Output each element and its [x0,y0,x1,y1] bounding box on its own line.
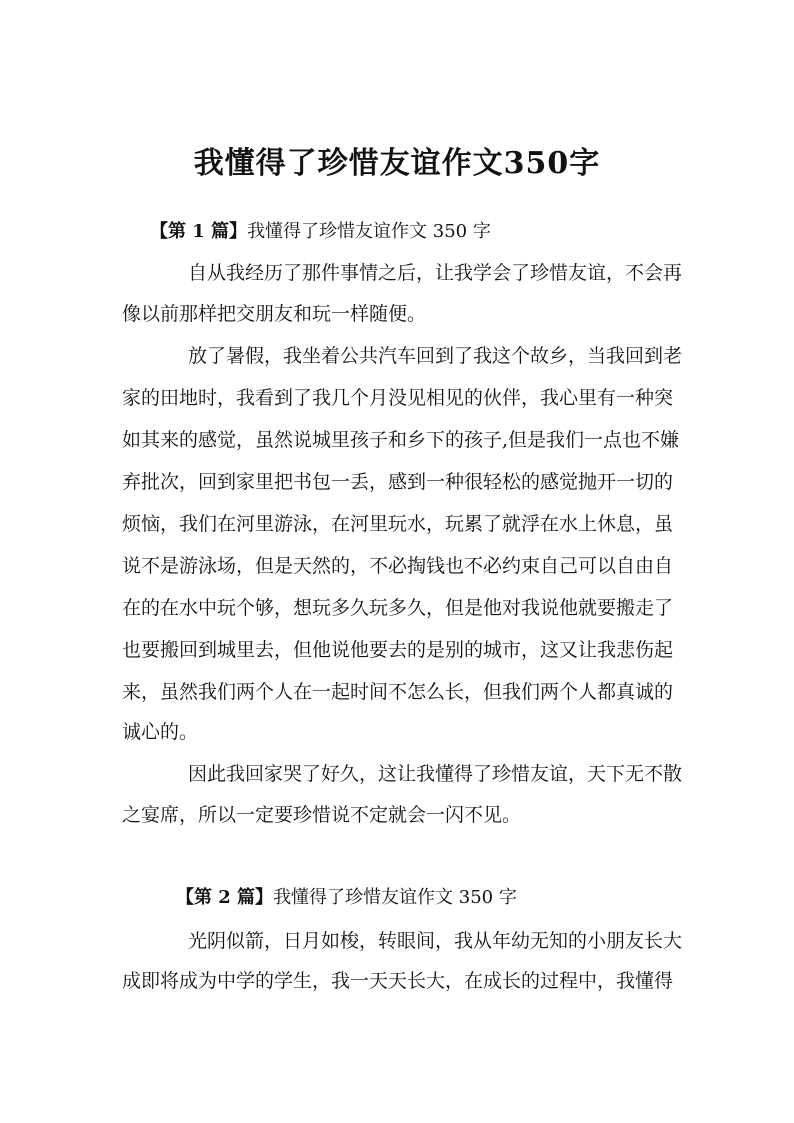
paragraph-line: 在的在水中玩个够，想玩多久玩多久，但是他对我说他就要搬走了 [122,597,674,619]
paragraph-line: 说不是游泳场，但是天然的，不必掏钱也不必约束自己可以自由自 [122,555,674,577]
paragraph-line: 放了暑假，我坐着公共汽车回到了我这个故乡，当我回到老 [188,345,683,367]
paragraph-line: 自从我经历了那件事情之后，让我学会了珍惜友谊，不会再 [188,262,683,284]
paragraph-line: 来，虽然我们两个人在一起时间不怎么长，但我们两个人都真诚的 [122,681,674,703]
paragraph-line: 成即将成为中学的学生，我一天天长大，在成长的过程中，我懂得 [122,970,674,992]
paragraph-line: 弃批次，回到家里把书包一丢，感到一种很轻松的感觉抛开一切的 [122,471,674,493]
section-2-heading [176,885,517,911]
paragraph-line: 如其来的感觉，虽然说城里孩子和乡下的孩子,但是我们一点也不嫌 [122,429,680,451]
section-2-title: 我懂得了珍惜友谊作文 350 字 [273,887,517,908]
section-1-heading [150,219,491,245]
paragraph-line: 烦恼，我们在河里游泳，在河里玩水，玩累了就浮在水上休息，虽 [122,513,674,535]
section-2-tag: 【第 2 篇】 [176,887,274,908]
paragraph-line: 像以前那样把交朋友和玩一样随便。 [122,303,427,325]
paragraph-line: 因此我回家哭了好久，这让我懂得了珍惜友谊，天下无不散 [188,763,683,785]
section-1-title: 我懂得了珍惜友谊作文 350 字 [247,221,491,242]
paragraph-line: 之宴席，所以一定要珍惜说不定就会一闪不见。 [122,804,522,826]
paragraph-line: 光阴似箭，日月如梭，转眼间，我从年幼无知的小朋友长大 [188,930,683,952]
section-1-tag: 【第 1 篇】 [150,221,248,242]
paragraph-line: 诚心的。 [122,721,199,743]
paragraph-line: 家的田地时，我看到了我几个月没见相见的伙伴，我心里有一种突 [122,387,674,409]
document-title: 我懂得了珍惜友谊作文350字 [193,146,601,181]
paragraph-line: 也要搬回到城里去，但他说他要去的是别的城市，这又让我悲伤起 [122,639,674,661]
